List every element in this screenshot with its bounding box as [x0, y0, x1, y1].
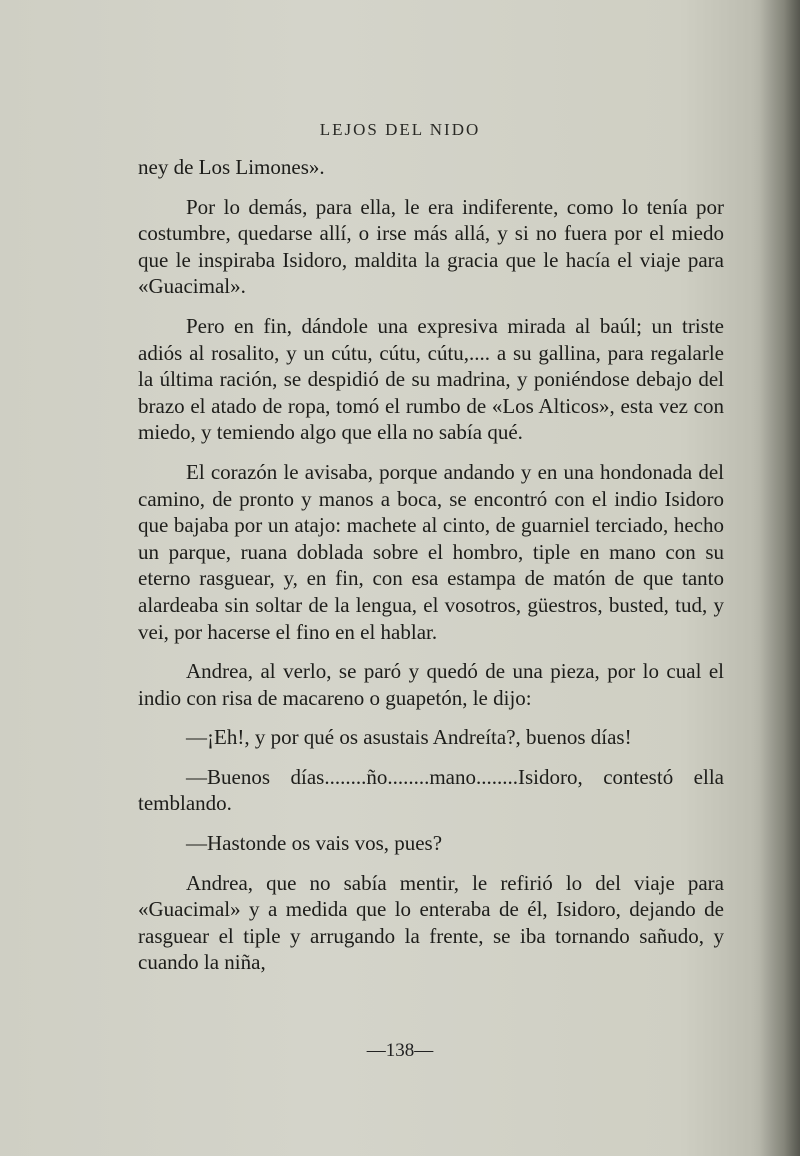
dialog-line: —Hastonde os vais vos, pues?: [186, 831, 443, 856]
page-number: —138—: [366, 1040, 434, 1061]
page-body: [138, 154, 724, 989]
dialog-line: —¡Eh!, y por qué os asustais Andreíta?, buenos días!: [186, 725, 632, 750]
paragraph: ney de Los Limones».: [138, 155, 325, 179]
dialog-line: —Buenos días........ño........mano........Isidoro, contestó ella temblando.: [138, 764, 724, 816]
paragraph: Por lo demás, para ella, le era indiferente, como lo tenía por costumbre, quedarse allí, o irse más allá, y si no fuera por el miedo que le inspiraba Isidoro, maldita la gracia que le hacía el viaje para «Guacimal».: [138, 194, 724, 299]
page-edge-shadow: [760, 0, 800, 1156]
paragraph: Andrea, que no sabía mentir, le refirió lo del viaje para «Guacimal» y a medida que lo enteraba de él, Isidoro, dejando de rasguear el tiple y arrugando la frente, se iba tornando sañudo, y cuando la niña,: [138, 870, 724, 975]
paragraph: Andrea, al verlo, se paró y quedó de una pieza, por lo cual el indio con risa de macareno o guapetón, le dijo:: [138, 659, 724, 710]
running-header: LEJOS DEL NIDO: [319, 120, 481, 139]
paragraph: El corazón le avisaba, porque andando y en una hondonada del camino, de pronto y manos a boca, se encontró con el indio Isidoro que bajaba por un atajo: machete al cinto, de guarniel terciado, hecho un parque, ruana doblada sobre el hombro, tiple en mano con su eterno rasguear, y, en fin, con esa estampa de matón de que tanto alardeaba sin soltar de la lengua, el vosotros, güestros, busted, tud, y vei, por hacerse el fino en el hablar.: [138, 459, 724, 644]
paragraph: Pero en fin, dándole una expresiva mirada al baúl; un triste adiós al rosalito, y un cútu, cútu, cútu,.... a su gallina, para regalarle la última ración, se despidió de su madrina, y poniéndose debajo del brazo el atado de ropa, tomó el rumbo de «Los Alticos», esta vez con miedo, y temiendo algo que ella no sabía qué.: [138, 313, 724, 445]
